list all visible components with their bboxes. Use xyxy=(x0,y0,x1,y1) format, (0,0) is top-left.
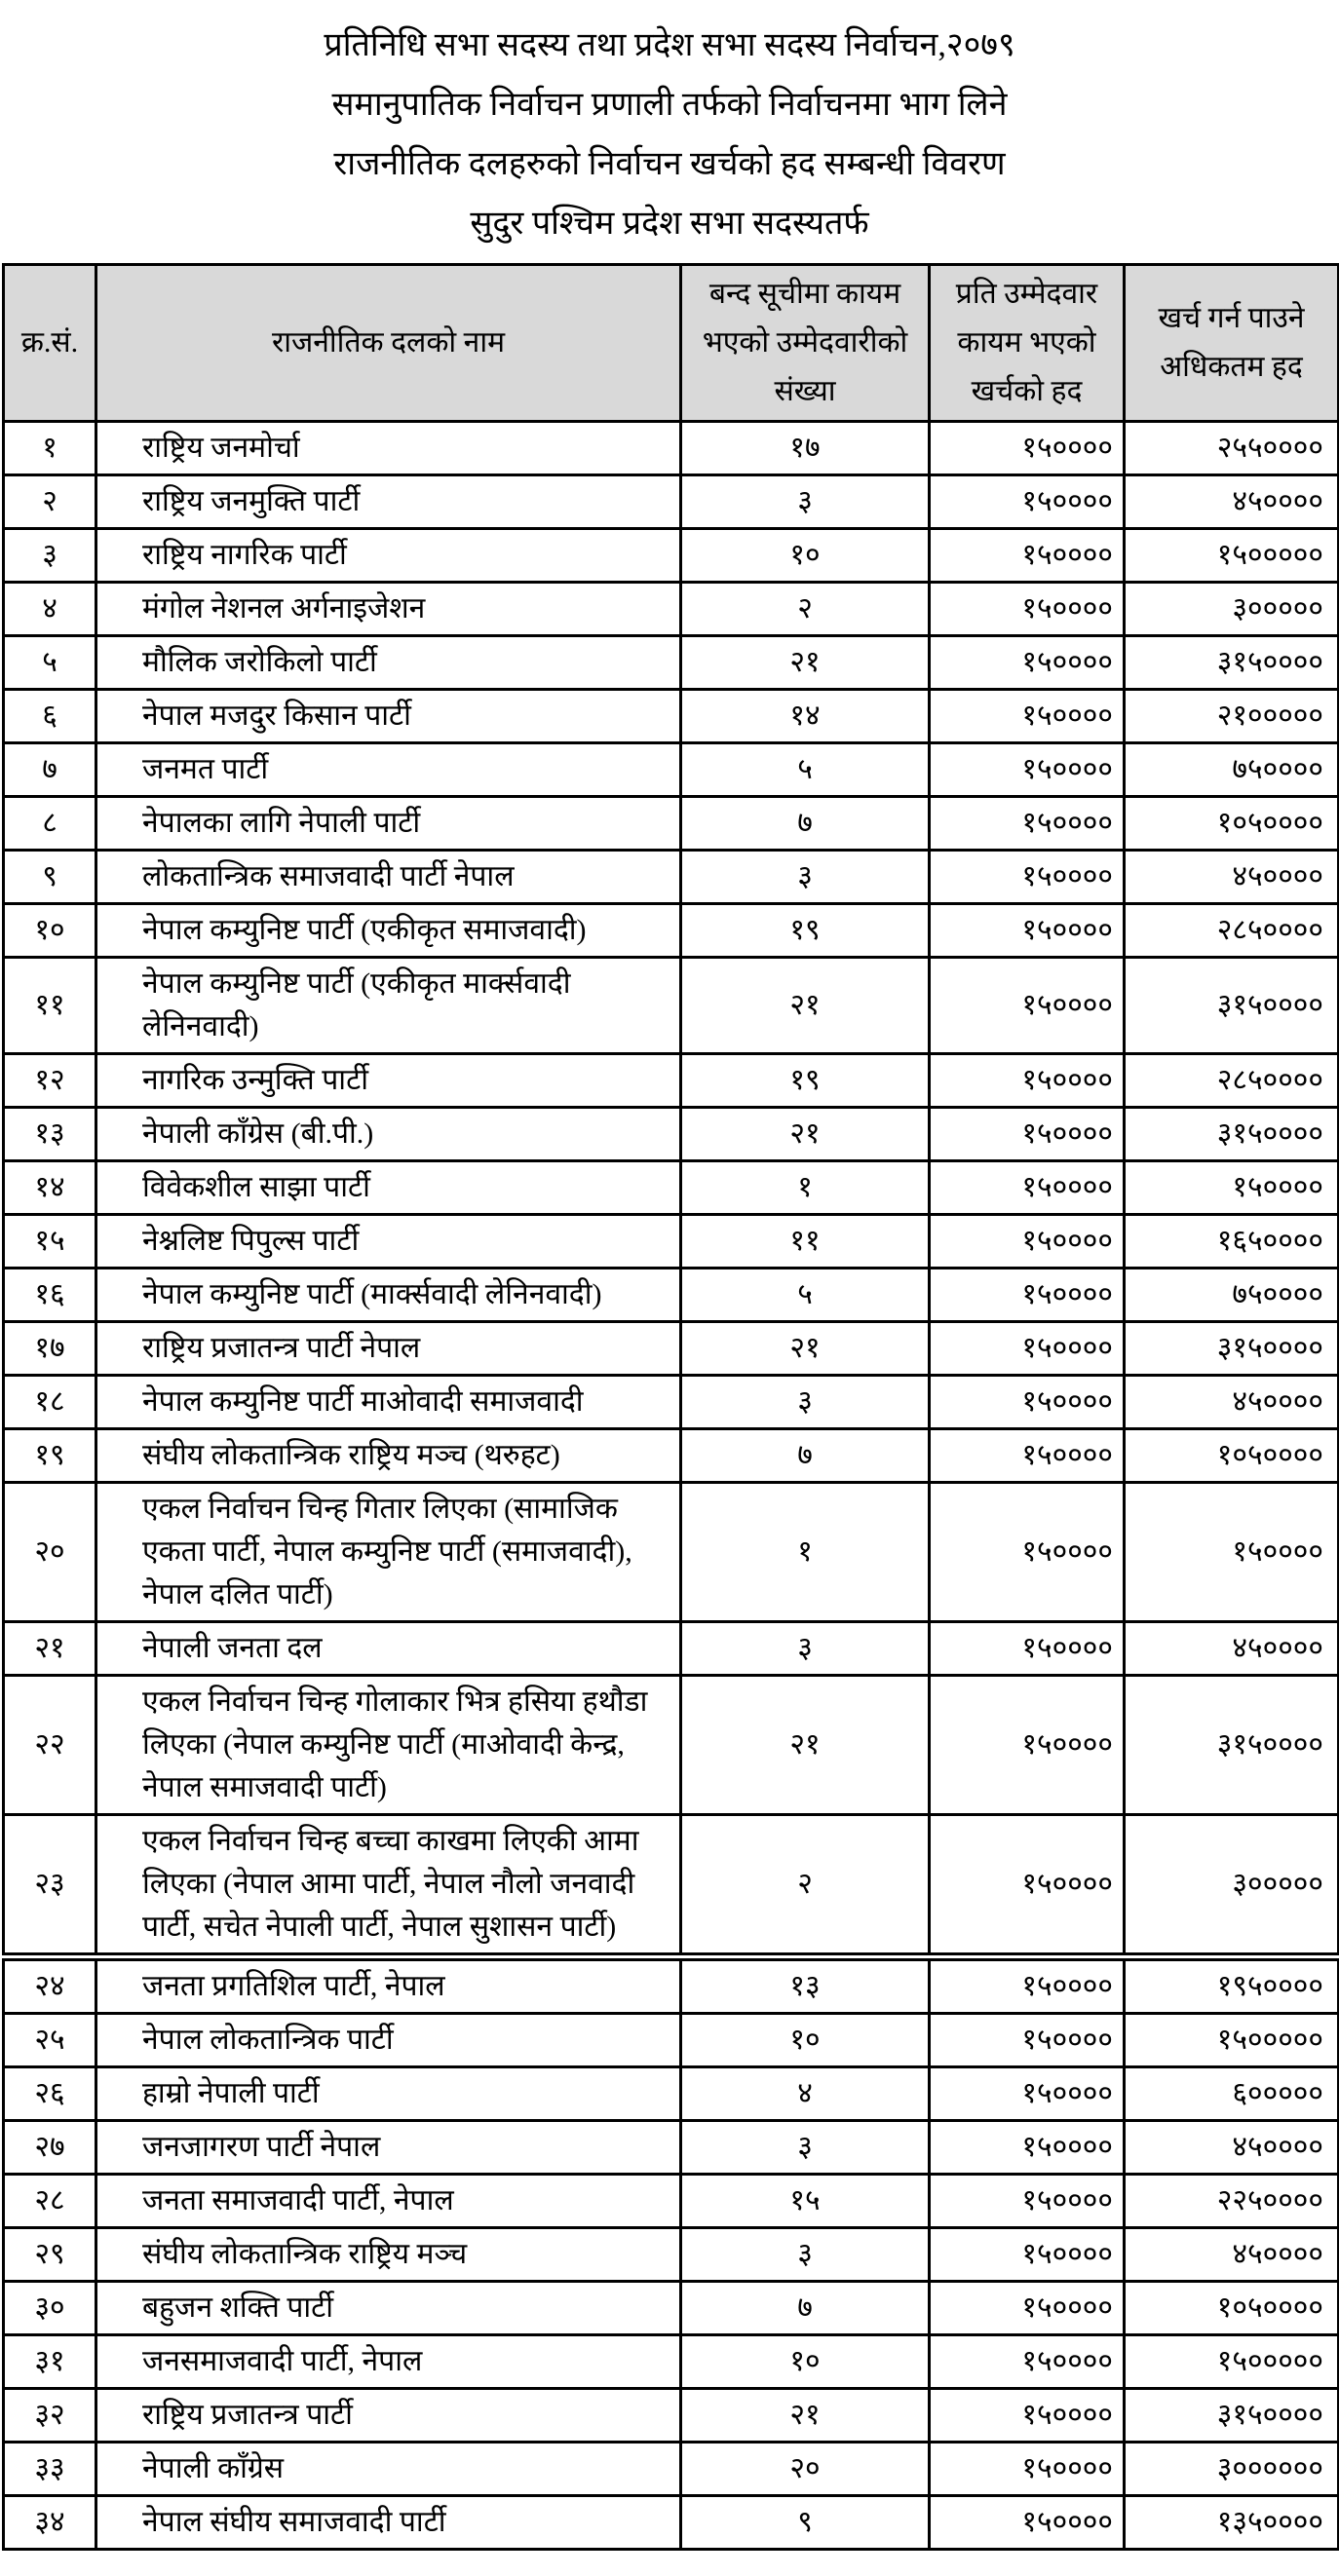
cell-serial-number: ३१ xyxy=(4,2335,96,2389)
table-row xyxy=(4,1322,1339,1376)
cell-per-candidate-limit: १५०००० xyxy=(930,851,1125,904)
cell-max-expense-limit: १३५०००० xyxy=(1125,2496,1339,2550)
cell-max-expense-limit: २२५०००० xyxy=(1125,2175,1339,2228)
cell-serial-number: ५ xyxy=(4,636,96,690)
cell-max-expense-limit: ३००००० xyxy=(1125,1815,1339,1957)
table-row xyxy=(4,904,1339,958)
table-row xyxy=(4,851,1339,904)
cell-max-expense-limit: ३१५०००० xyxy=(1125,1322,1339,1376)
col-header-candidate-count: बन्द सूचीमा कायम भएको उम्मेदवारीको संख्या xyxy=(681,265,930,422)
cell-party-name: लोकतान्त्रिक समाजवादी पार्टी नेपाल xyxy=(96,851,681,904)
cell-serial-number: ७ xyxy=(4,743,96,797)
table-row xyxy=(4,636,1339,690)
cell-per-candidate-limit: १५०००० xyxy=(930,2067,1125,2121)
cell-party-name: राष्ट्रिय जनमोर्चा xyxy=(96,422,681,475)
doc-title-line-1: प्रतिनिधि सभा सदस्य तथा प्रदेश सभा सदस्य निर्वाचन,२०७९ xyxy=(324,27,1015,63)
cell-serial-number: ३४ xyxy=(4,2496,96,2550)
table-row xyxy=(4,2282,1339,2335)
document-title-block xyxy=(0,0,1339,253)
cell-party-name: नेपाल कम्युनिष्ट पार्टी (मार्क्सवादी लेनिनवादी) xyxy=(96,1269,681,1322)
table-row xyxy=(4,1161,1339,1215)
cell-max-expense-limit: ३००००० xyxy=(1125,583,1339,636)
cell-per-candidate-limit: १५०००० xyxy=(930,1322,1125,1376)
table-row xyxy=(4,2175,1339,2228)
cell-per-candidate-limit: १५०००० xyxy=(930,797,1125,851)
cell-max-expense-limit: ३१५०००० xyxy=(1125,958,1339,1054)
cell-serial-number: ३२ xyxy=(4,2389,96,2443)
cell-max-expense-limit: २५५०००० xyxy=(1125,422,1339,475)
cell-candidate-count: ११ xyxy=(681,1215,930,1269)
cell-per-candidate-limit: १५०००० xyxy=(930,1376,1125,1429)
cell-candidate-count: ५ xyxy=(681,1269,930,1322)
cell-per-candidate-limit: १५०००० xyxy=(930,2335,1125,2389)
cell-serial-number: १४ xyxy=(4,1161,96,1215)
cell-per-candidate-limit: १५०००० xyxy=(930,2228,1125,2282)
cell-candidate-count: ३ xyxy=(681,2228,930,2282)
cell-serial-number: २३ xyxy=(4,1815,96,1957)
table-row xyxy=(4,2496,1339,2550)
cell-candidate-count: १० xyxy=(681,2335,930,2389)
cell-serial-number: १६ xyxy=(4,1269,96,1322)
cell-per-candidate-limit: १५०००० xyxy=(930,1269,1125,1322)
cell-per-candidate-limit: १५०००० xyxy=(930,2282,1125,2335)
doc-title-line-2: समानुपातिक निर्वाचन प्रणाली तर्फको निर्वाचनमा भाग लिने xyxy=(331,87,1008,123)
table-header-row xyxy=(4,265,1339,422)
cell-candidate-count: १० xyxy=(681,2014,930,2067)
cell-serial-number: २० xyxy=(4,1483,96,1622)
cell-serial-number: २५ xyxy=(4,2014,96,2067)
cell-per-candidate-limit: १५०००० xyxy=(930,1054,1125,1108)
table-row xyxy=(4,1676,1339,1815)
cell-candidate-count: १० xyxy=(681,529,930,583)
cell-max-expense-limit: ३१५०००० xyxy=(1125,2389,1339,2443)
cell-party-name: नेपाल कम्युनिष्ट पार्टी (एकीकृत समाजवादी) xyxy=(96,904,681,958)
table-header xyxy=(4,265,1339,422)
cell-party-name: नेपाल लोकतान्त्रिक पार्टी xyxy=(96,2014,681,2067)
cell-max-expense-limit: ३१५०००० xyxy=(1125,1676,1339,1815)
table-row xyxy=(4,2067,1339,2121)
cell-party-name: राष्ट्रिय प्रजातन्त्र पार्टी नेपाल xyxy=(96,1322,681,1376)
cell-max-expense-limit: १६५०००० xyxy=(1125,1215,1339,1269)
cell-party-name: जनमत पार्टी xyxy=(96,743,681,797)
table-row xyxy=(4,1054,1339,1108)
cell-serial-number: २१ xyxy=(4,1622,96,1676)
col-header-party-name: राजनीतिक दलको नाम xyxy=(96,265,681,422)
cell-serial-number: १८ xyxy=(4,1376,96,1429)
cell-candidate-count: ३ xyxy=(681,475,930,529)
cell-per-candidate-limit: १५०००० xyxy=(930,529,1125,583)
cell-per-candidate-limit: १५०००० xyxy=(930,1676,1125,1815)
cell-per-candidate-limit: १५०००० xyxy=(930,1161,1125,1215)
cell-max-expense-limit: २८५०००० xyxy=(1125,1054,1339,1108)
cell-per-candidate-limit: १५०००० xyxy=(930,1815,1125,1957)
cell-candidate-count: ३ xyxy=(681,2121,930,2175)
cell-candidate-count: २० xyxy=(681,2443,930,2496)
table-row xyxy=(4,2443,1339,2496)
cell-serial-number: १० xyxy=(4,904,96,958)
cell-candidate-count: २१ xyxy=(681,1108,930,1161)
cell-per-candidate-limit: १५०००० xyxy=(930,2443,1125,2496)
table-row xyxy=(4,475,1339,529)
table-row xyxy=(4,1429,1339,1483)
cell-party-name: नेपाल कम्युनिष्ट पार्टी माओवादी समाजवादी xyxy=(96,1376,681,1429)
cell-per-candidate-limit: १५०००० xyxy=(930,2389,1125,2443)
cell-party-name: जनता समाजवादी पार्टी, नेपाल xyxy=(96,2175,681,2228)
cell-serial-number: २६ xyxy=(4,2067,96,2121)
table-row xyxy=(4,529,1339,583)
cell-party-name: एकल निर्वाचन चिन्ह गोलाकार भित्र हसिया हथौडा लिएका (नेपाल कम्युनिष्ट पार्टी (माओवादी केन्द्र, नेपाल समाजवादी पार्टी) xyxy=(96,1676,681,1815)
cell-serial-number: २७ xyxy=(4,2121,96,2175)
cell-serial-number: ८ xyxy=(4,797,96,851)
cell-party-name: जनता प्रगतिशिल पार्टी, नेपाल xyxy=(96,1957,681,2014)
cell-per-candidate-limit: १५०००० xyxy=(930,1622,1125,1676)
cell-max-expense-limit: ३०००००० xyxy=(1125,2443,1339,2496)
table-body xyxy=(4,422,1339,2550)
cell-candidate-count: २१ xyxy=(681,636,930,690)
cell-candidate-count: ४ xyxy=(681,2067,930,2121)
cell-max-expense-limit: ४५०००० xyxy=(1125,851,1339,904)
cell-max-expense-limit: १५००००० xyxy=(1125,529,1339,583)
table-row xyxy=(4,2121,1339,2175)
cell-serial-number: २२ xyxy=(4,1676,96,1815)
cell-max-expense-limit: १०५०००० xyxy=(1125,1429,1339,1483)
cell-max-expense-limit: ४५०००० xyxy=(1125,1622,1339,1676)
doc-title-line-3: राजनीतिक दलहरुको निर्वाचन खर्चको हद सम्बन्धी विवरण xyxy=(333,146,1006,182)
cell-candidate-count: १ xyxy=(681,1483,930,1622)
cell-party-name: नागरिक उन्मुक्ति पार्टी xyxy=(96,1054,681,1108)
table-row xyxy=(4,2335,1339,2389)
cell-per-candidate-limit: १५०००० xyxy=(930,1108,1125,1161)
cell-party-name: नेपाल मजदुर किसान पार्टी xyxy=(96,690,681,743)
cell-serial-number: ६ xyxy=(4,690,96,743)
cell-per-candidate-limit: १५०००० xyxy=(930,958,1125,1054)
cell-max-expense-limit: २८५०००० xyxy=(1125,904,1339,958)
cell-party-name: विवेकशील साझा पार्टी xyxy=(96,1161,681,1215)
cell-per-candidate-limit: १५०००० xyxy=(930,475,1125,529)
cell-candidate-count: २१ xyxy=(681,958,930,1054)
cell-candidate-count: ७ xyxy=(681,1429,930,1483)
col-header-max-expense-limit: खर्च गर्न पाउने अधिकतम हद xyxy=(1125,265,1339,422)
cell-party-name: राष्ट्रिय नागरिक पार्टी xyxy=(96,529,681,583)
cell-candidate-count: १९ xyxy=(681,904,930,958)
cell-candidate-count: २१ xyxy=(681,1676,930,1815)
cell-per-candidate-limit: १५०००० xyxy=(930,2496,1125,2550)
cell-candidate-count: १७ xyxy=(681,422,930,475)
cell-party-name: नेपाल कम्युनिष्ट पार्टी (एकीकृत मार्क्सवादी लेनिनवादी) xyxy=(96,958,681,1054)
table-row xyxy=(4,1622,1339,1676)
cell-serial-number: ३३ xyxy=(4,2443,96,2496)
cell-party-name: जनसमाजवादी पार्टी, नेपाल xyxy=(96,2335,681,2389)
col-header-per-candidate-limit: प्रति उम्मेदवार कायम भएको खर्चको हद xyxy=(930,265,1125,422)
table-row xyxy=(4,2014,1339,2067)
cell-max-expense-limit: १५००००० xyxy=(1125,2335,1339,2389)
cell-party-name: राष्ट्रिय प्रजातन्त्र पार्टी xyxy=(96,2389,681,2443)
cell-serial-number: ३० xyxy=(4,2282,96,2335)
cell-per-candidate-limit: १५०००० xyxy=(930,422,1125,475)
cell-per-candidate-limit: १५०००० xyxy=(930,743,1125,797)
cell-party-name: नेपाली काँग्रेस xyxy=(96,2443,681,2496)
table-row xyxy=(4,1108,1339,1161)
table-row xyxy=(4,1269,1339,1322)
cell-max-expense-limit: ७५०००० xyxy=(1125,743,1339,797)
cell-party-name: नेपालका लागि नेपाली पार्टी xyxy=(96,797,681,851)
table-row xyxy=(4,2228,1339,2282)
cell-candidate-count: २ xyxy=(681,583,930,636)
cell-candidate-count: ३ xyxy=(681,1376,930,1429)
cell-serial-number: ११ xyxy=(4,958,96,1054)
cell-max-expense-limit: १५०००० xyxy=(1125,1161,1339,1215)
cell-max-expense-limit: ३१५०००० xyxy=(1125,636,1339,690)
table-row xyxy=(4,2389,1339,2443)
cell-candidate-count: ३ xyxy=(681,1622,930,1676)
cell-serial-number: १५ xyxy=(4,1215,96,1269)
cell-max-expense-limit: ६००००० xyxy=(1125,2067,1339,2121)
cell-candidate-count: २ xyxy=(681,1815,930,1957)
cell-per-candidate-limit: १५०००० xyxy=(930,1429,1125,1483)
cell-max-expense-limit: २१००००० xyxy=(1125,690,1339,743)
cell-party-name: एकल निर्वाचन चिन्ह बच्चा काखमा लिएकी आमा लिएका (नेपाल आमा पार्टी, नेपाल नौलो जनवादी पार्टी, सचेत नेपाली पार्टी, नेपाल सुशासन पार्टी) xyxy=(96,1815,681,1957)
cell-serial-number: १३ xyxy=(4,1108,96,1161)
cell-per-candidate-limit: १५०००० xyxy=(930,2121,1125,2175)
cell-candidate-count: १ xyxy=(681,1161,930,1215)
table-row xyxy=(4,422,1339,475)
cell-max-expense-limit: ४५०००० xyxy=(1125,2228,1339,2282)
cell-serial-number: १ xyxy=(4,422,96,475)
cell-party-name: संघीय लोकतान्त्रिक राष्ट्रिय मञ्च (थरुहट) xyxy=(96,1429,681,1483)
cell-max-expense-limit: ७५०००० xyxy=(1125,1269,1339,1322)
cell-per-candidate-limit: १५०००० xyxy=(930,636,1125,690)
cell-party-name: मौलिक जरोकिलो पार्टी xyxy=(96,636,681,690)
cell-party-name: नेपाल संघीय समाजवादी पार्टी xyxy=(96,2496,681,2550)
table-row xyxy=(4,1376,1339,1429)
cell-max-expense-limit: ३१५०००० xyxy=(1125,1108,1339,1161)
cell-max-expense-limit: १५००००० xyxy=(1125,2014,1339,2067)
table-row xyxy=(4,690,1339,743)
cell-serial-number: ३ xyxy=(4,529,96,583)
cell-party-name: हाम्रो नेपाली पार्टी xyxy=(96,2067,681,2121)
cell-max-expense-limit: ४५०००० xyxy=(1125,475,1339,529)
cell-serial-number: २४ xyxy=(4,1957,96,2014)
cell-candidate-count: २१ xyxy=(681,2389,930,2443)
cell-serial-number: २९ xyxy=(4,2228,96,2282)
col-header-serial-number: क्र.सं. xyxy=(4,265,96,422)
cell-candidate-count: १५ xyxy=(681,2175,930,2228)
cell-candidate-count: १९ xyxy=(681,1054,930,1108)
cell-party-name: जनजागरण पार्टी नेपाल xyxy=(96,2121,681,2175)
cell-serial-number: ४ xyxy=(4,583,96,636)
cell-per-candidate-limit: १५०००० xyxy=(930,2014,1125,2067)
cell-serial-number: २ xyxy=(4,475,96,529)
table-row xyxy=(4,1815,1339,1957)
cell-serial-number: १९ xyxy=(4,1429,96,1483)
cell-candidate-count: २१ xyxy=(681,1322,930,1376)
cell-party-name: नेपाली काँग्रेस (बी.पी.) xyxy=(96,1108,681,1161)
cell-serial-number: १७ xyxy=(4,1322,96,1376)
cell-party-name: राष्ट्रिय जनमुक्ति पार्टी xyxy=(96,475,681,529)
cell-serial-number: २८ xyxy=(4,2175,96,2228)
table-row xyxy=(4,797,1339,851)
cell-per-candidate-limit: १५०००० xyxy=(930,1957,1125,2014)
cell-serial-number: १२ xyxy=(4,1054,96,1108)
cell-candidate-count: ९ xyxy=(681,2496,930,2550)
cell-candidate-count: १४ xyxy=(681,690,930,743)
cell-max-expense-limit: १०५०००० xyxy=(1125,2282,1339,2335)
cell-party-name: नेश्नलिष्ट पिपुल्स पार्टी xyxy=(96,1215,681,1269)
cell-max-expense-limit: १९५०००० xyxy=(1125,1957,1339,2014)
cell-party-name: संघीय लोकतान्त्रिक राष्ट्रिय मञ्च xyxy=(96,2228,681,2282)
cell-per-candidate-limit: १५०००० xyxy=(930,1215,1125,1269)
cell-serial-number: ९ xyxy=(4,851,96,904)
table-row xyxy=(4,1483,1339,1622)
doc-title-line-4: सुदुर पश्चिम प्रदेश सभा सदस्यतर्फ xyxy=(470,206,869,242)
cell-max-expense-limit: ४५०००० xyxy=(1125,2121,1339,2175)
cell-candidate-count: ७ xyxy=(681,2282,930,2335)
cell-per-candidate-limit: १५०००० xyxy=(930,1483,1125,1622)
table-row xyxy=(4,583,1339,636)
cell-candidate-count: १३ xyxy=(681,1957,930,2014)
cell-party-name: नेपाली जनता दल xyxy=(96,1622,681,1676)
cell-max-expense-limit: १५०००० xyxy=(1125,1483,1339,1622)
cell-party-name: बहुजन शक्ति पार्टी xyxy=(96,2282,681,2335)
table-row xyxy=(4,1215,1339,1269)
cell-party-name: मंगोल नेशनल अर्गनाइजेशन xyxy=(96,583,681,636)
cell-max-expense-limit: १०५०००० xyxy=(1125,797,1339,851)
bottom-margin xyxy=(0,2551,1339,2576)
cell-per-candidate-limit: १५०००० xyxy=(930,690,1125,743)
table-row xyxy=(4,958,1339,1054)
table-row xyxy=(4,1957,1339,2014)
cell-party-name: एकल निर्वाचन चिन्ह गितार लिएका (सामाजिक एकता पार्टी, नेपाल कम्युनिष्ट पार्टी (समाजवादी), नेपाल दलित पार्टी) xyxy=(96,1483,681,1622)
cell-candidate-count: ७ xyxy=(681,797,930,851)
election-expense-table xyxy=(2,263,1339,2551)
cell-per-candidate-limit: १५०००० xyxy=(930,583,1125,636)
cell-max-expense-limit: ४५०००० xyxy=(1125,1376,1339,1429)
cell-per-candidate-limit: १५०००० xyxy=(930,2175,1125,2228)
cell-candidate-count: ३ xyxy=(681,851,930,904)
cell-per-candidate-limit: १५०००० xyxy=(930,904,1125,958)
cell-candidate-count: ५ xyxy=(681,743,930,797)
table-row xyxy=(4,743,1339,797)
